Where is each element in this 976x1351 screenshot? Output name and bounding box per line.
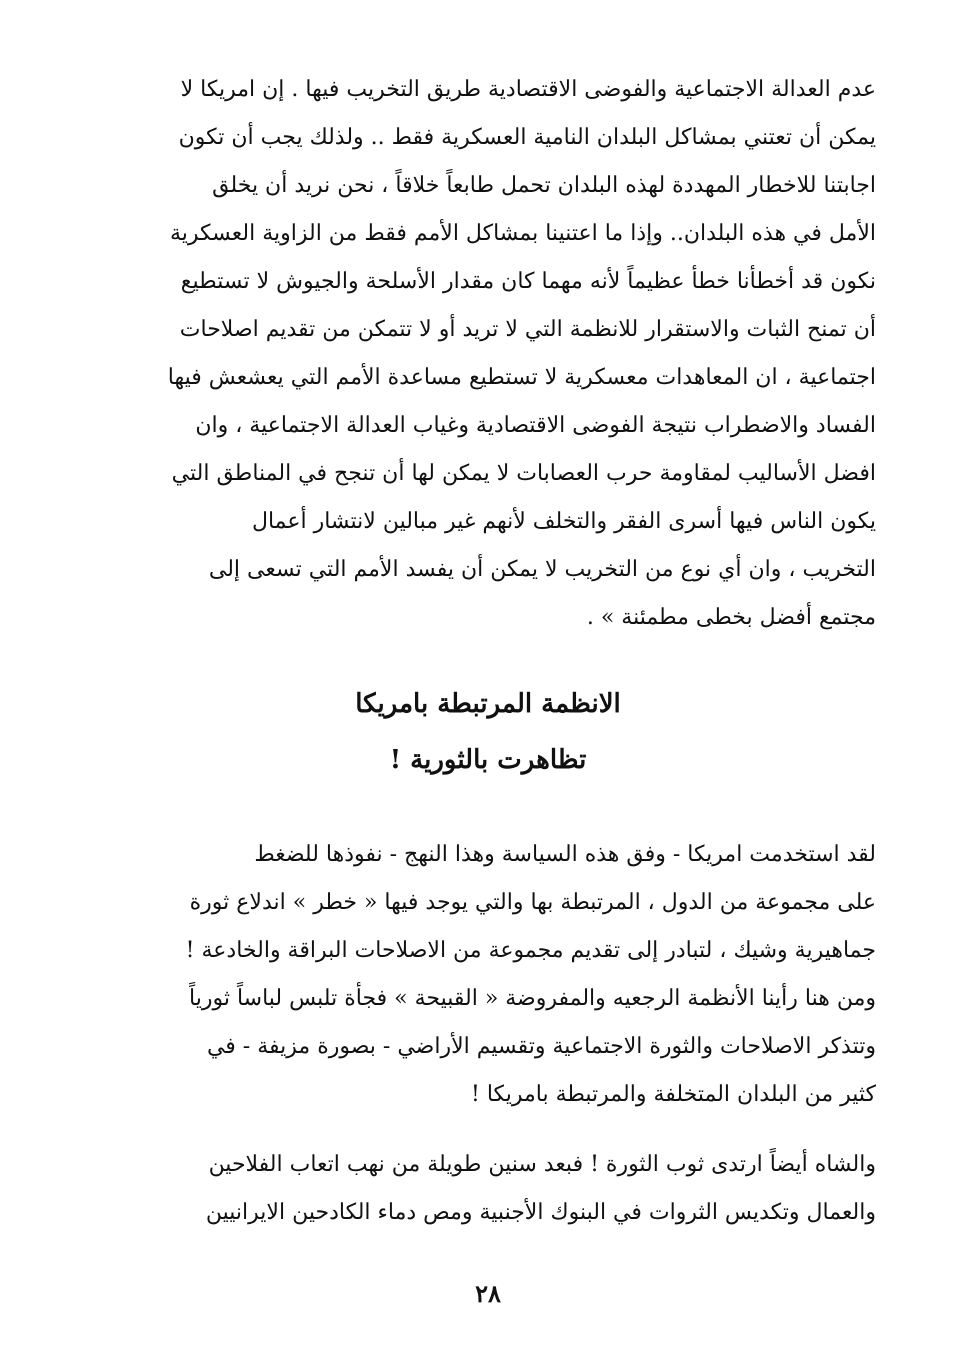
text-line: مجتمع أفضل بخطى مطمئنة » .	[586, 605, 876, 630]
text-line: أن تمنح الثبات والاستقرار للانظمة التي لا تريد أو لا تتمكن من تقديم اصلاحات	[179, 317, 876, 342]
text-line: افضل الأساليب لمقاومة حرب العصابات لا يمكن لها أن تنجح في المناطق التي	[171, 461, 876, 486]
text-line: وتتذكر الاصلاحات والثورة الاجتماعية وتقسيم الأراضي - بصورة مزيفة - في	[206, 1034, 876, 1059]
text-line: يمكن أن تعتني بمشاكل البلدان النامية العسكرية فقط .. ولذلك يجب أن تكون	[178, 125, 876, 150]
body-paragraph	[100, 1141, 876, 1237]
text-line: عدم العدالة الاجتماعية والفوضى الاقتصادية طريق التخريب فيها . إن امريكا لا	[180, 77, 876, 102]
text-line: التخريب ، وان أي نوع من التخريب لا يمكن أن يفسد الأمم التي تسعى إلى	[208, 557, 876, 582]
page-number: ٢٨	[475, 1279, 501, 1308]
text-line: جماهيرية وشيك ، لتبادر إلى تقديم مجموعة من الاصلاحات البراقة والخادعة !	[185, 938, 876, 963]
text-line: والشاه أيضاً ارتدى ثوب الثورة ! فبعد سنين طويلة من نهب اتعاب الفلاحين	[208, 1152, 876, 1177]
section-heading: الانظمة المرتبطة بامريكا	[355, 689, 621, 719]
text-line: نكون قد أخطأنا خطأ عظيماً لأنه مهما كان مقدار الأسلحة والجيوش لا تستطيع	[180, 269, 876, 294]
text-line: الأمل في هذه البلدان.. وإذا ما اعتنينا بمشاكل الأمم فقط من الزاوية العسكرية	[169, 221, 876, 246]
text-line: والعمال وتكديس الثروات في البنوك الأجنبية ومص دماء الكادحين الايرانيين	[205, 1200, 876, 1225]
text-line: اجابتنا للاخطار المهددة لهذه البلدان تحمل طابعاً خلاقاً ، نحن نريد أن يخلق	[212, 173, 876, 198]
text-line: ومن هنا رأينا الأنظمة الرجعيه والمفروضة « القبيحة » فجأة تلبس لباساً ثورياً	[189, 986, 876, 1011]
text-line: اجتماعية ، ان المعاهدات معسكرية لا تستطيع مساعدة الأمم التي يعشعش فيها	[167, 365, 876, 390]
text-line: كثير من البلدان المتخلفة والمرتبطة بامريكا !	[471, 1082, 876, 1107]
section-subheading: تظاهرت بالثورية !	[389, 745, 587, 775]
body-paragraph	[100, 831, 876, 1119]
text-line: الفساد والاضطراب نتيجة الفوضى الاقتصادية وغياب العدالة الاجتماعية ، وان	[195, 413, 876, 438]
text-line: يكون الناس فيها أسرى الفقر والتخلف لأنهم غير مبالين لانتشار أعمال	[251, 509, 876, 534]
text-line: لقد استخدمت امريكا - وفق هذه السياسة وهذا النهج - نفوذها للضغط	[254, 842, 876, 867]
body-paragraph	[100, 66, 876, 642]
text-line: على مجموعة من الدول ، المرتبطة بها والتي يوجد فيها « خطر » اندلاع ثورة	[189, 890, 876, 915]
